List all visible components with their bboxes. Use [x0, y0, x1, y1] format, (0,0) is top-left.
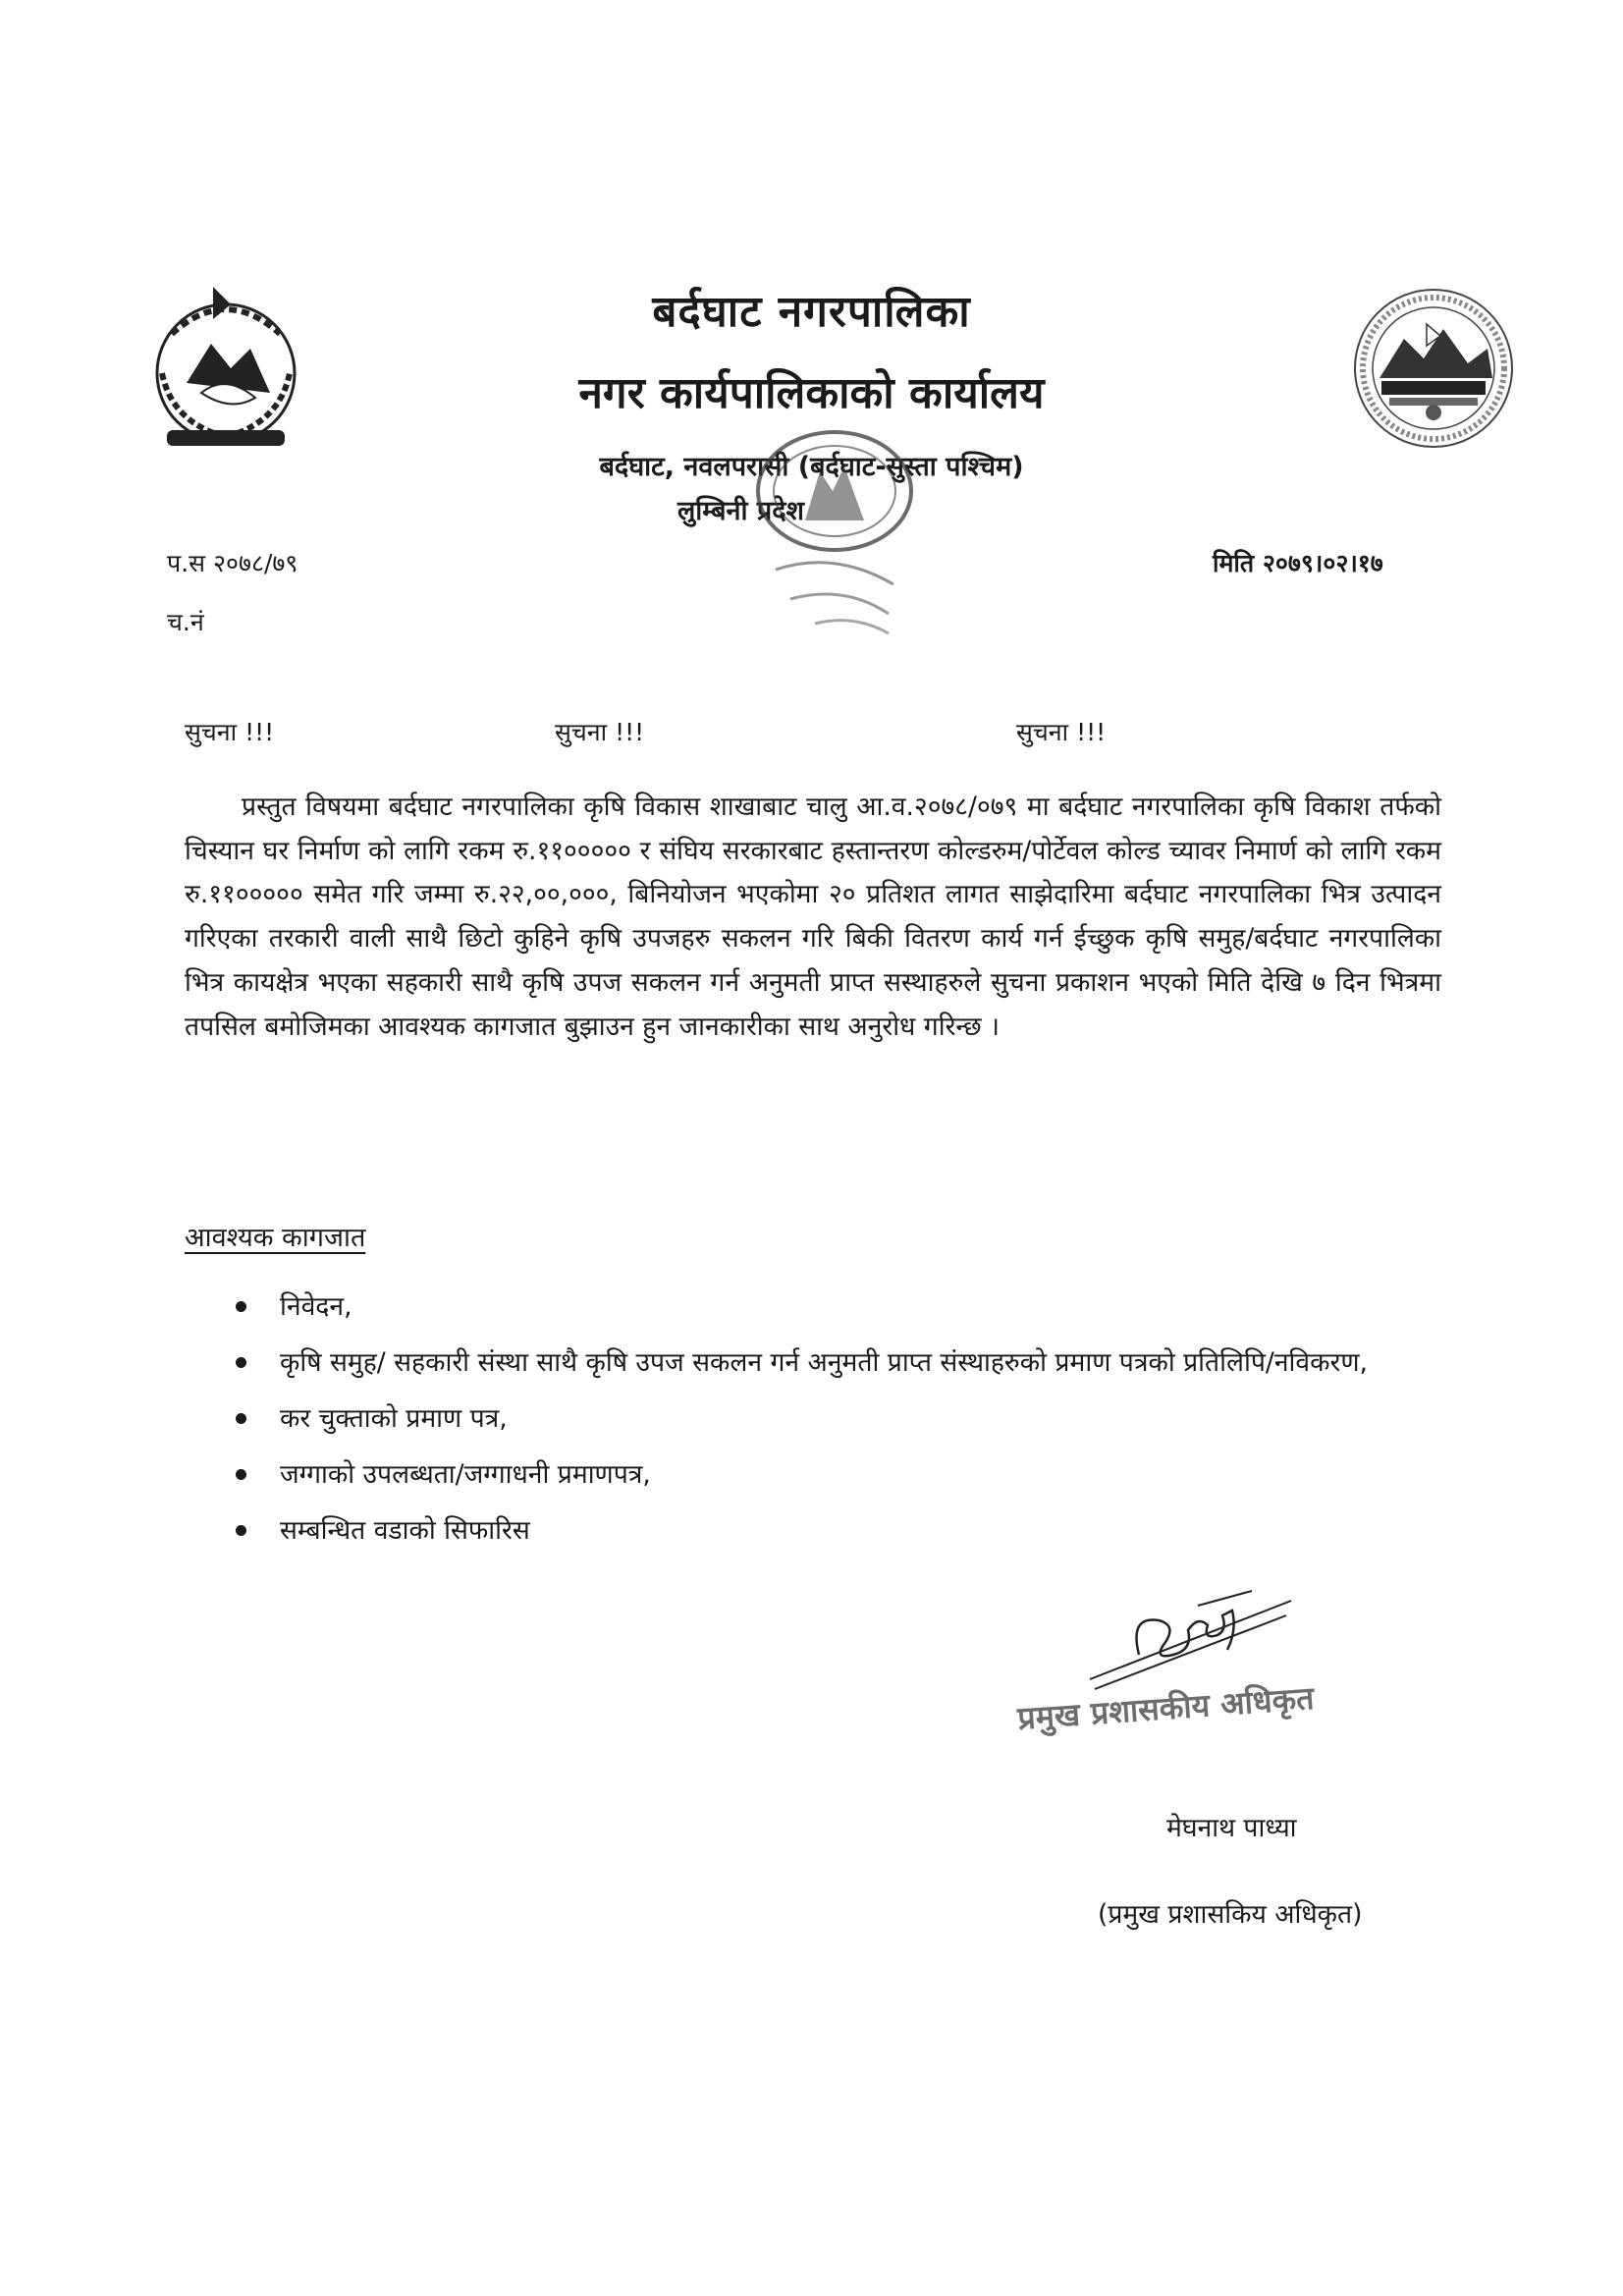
designation-stamp: प्रमुख प्रशासकीय अधिकृत: [1016, 1678, 1316, 1737]
list-item: जग्गाको उपलब्धता/जग्गाधनी प्रमाणपत्र,: [236, 1454, 1443, 1496]
bullet-icon: [236, 1525, 246, 1536]
requirements-heading: आवश्यक कागजात: [185, 1223, 366, 1253]
signatory-name: मेघनाथ पाध्या: [1166, 1813, 1297, 1843]
reference-number: प.स २०७८/७९: [167, 549, 298, 577]
bullet-icon: [236, 1357, 246, 1368]
list-item: निवेदन,: [236, 1286, 1443, 1328]
signatory-designation: (प्रमुख प्रशासकिय अधिकृत): [1098, 1899, 1363, 1930]
address-line-1: बर्दघाट, नवलपरासी (बर्दघाट-सुस्ता पश्चिम): [599, 452, 1024, 482]
notice-body: प्रस्तुत विषयमा बर्दघाट नगरपालिका कृषि विकास शाखाबाट चालु आ.व.२०७८/०७९ मा बर्दघाट नगरपालिका कृषि विकाश तर्फको चिस्यान घर निर्माण को लागि रकम रु.११००००० र संघिय सरकारबाट हस्तान्तरण कोल्डरुम/पोर्टेवल कोल्ड च्यावर निमार्ण को लागि रकम रु.११००००० समेत गरि जम्मा रु.२२,००,०००, बिनियोजन भएकोमा २० प्रतिशत लागत साझेदारिमा बर्दघाट नगरपालिका भित्र उत्पादन गरिएका तरकारी वाली साथै छिटो कुहिने कृषि उपजहरु सकलन गरि बिकी वितरण कार्य गर्न ईच्छुक कृषि समुह/बर्दघाट नगरपालिका भित्र कायक्षेत्र भएका सहकारी साथै कृषि उपज सकलन गर्न अनुमती प्राप्त सस्थाहरुले सुचना प्रकाशन भएको मिति देखि ७ दिन भित्रमा तपसिल बमोजिमका आवश्यक कागजात बुझाउन हुन जानकारीका साथ अनुरोध गरिन्छ ।: [185, 792, 1441, 1042]
bullet-icon: [236, 1469, 246, 1480]
signature-icon: [1080, 1586, 1306, 1694]
office-seal-stamp-icon: [717, 412, 962, 638]
date: मिति २०७९।०२।१७: [1213, 549, 1383, 577]
dispatch-number: च.नं: [167, 608, 204, 636]
list-item: कर चुक्ताको प्रमाण पत्र,: [236, 1398, 1443, 1440]
notice-heading-1: सुचना !!!: [185, 718, 275, 746]
notice-heading-2: सुचना !!!: [555, 718, 645, 746]
bullet-icon: [236, 1413, 246, 1424]
list-item: कृषि समुह/ सहकारी संस्था साथै कृषि उपज सकलन गर्न अनुमती प्राप्त संस्थाहरुको प्रमाण पत्रको प्रतिलिपि/नविकरण,: [236, 1342, 1443, 1384]
office-name: नगर कार्यपालिकाको कार्यालय: [578, 368, 1045, 418]
address-line-2: लुम्बिनी प्रदेश: [677, 496, 804, 526]
municipality-name: बर्दघाट नगरपालिका: [652, 287, 971, 337]
requirements-list: [236, 1286, 1443, 1566]
bullet-icon: [236, 1301, 246, 1312]
notice-heading-3: सुचना !!!: [1016, 718, 1107, 746]
list-item: सम्बन्धित वडाको सिफारिस: [236, 1510, 1443, 1552]
